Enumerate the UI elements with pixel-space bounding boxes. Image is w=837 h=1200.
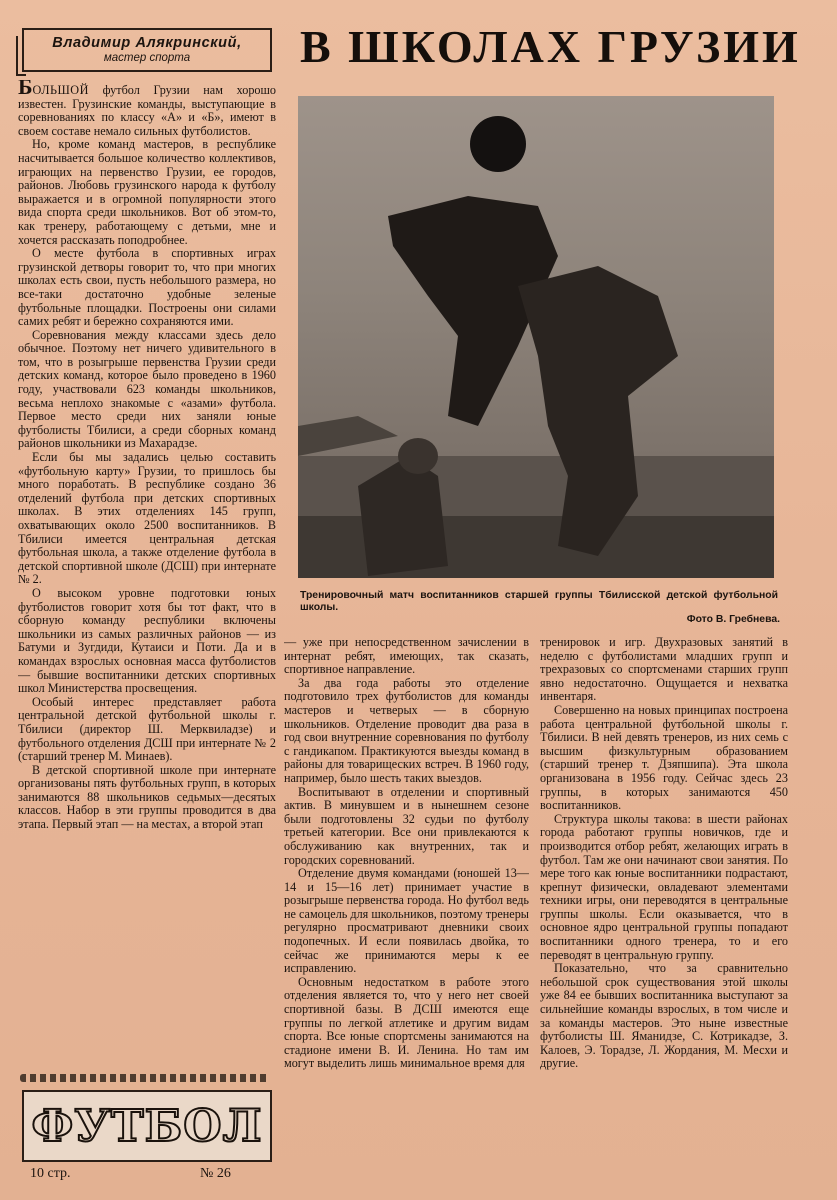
lead-word: ОЛЬШОЙ — [32, 83, 89, 97]
text-column-2 — [284, 636, 529, 1196]
text-column-3 — [540, 636, 788, 1196]
paragraph: Особый интерес представляет работа центральной детской футбольной школы г. Тбилиси (директор Ш. Мерквиладзе) и футбольного отделения ДСШ при интернате № 2 (старший тренер М. Минаев). — [18, 694, 276, 764]
paragraph: тренировок и игр. Двухразовых занятий в неделю с футболистами младших групп и трехразовых со спортсменами старших групп явно недостаточно. Ощущается и нехватка инвентаря. — [540, 636, 788, 704]
paragraph: В детской спортивной школе при интернате организованы пять футбольных групп, в которых занимаются 88 школьников седьмых—десятых классов. Набор в эти группы проводится в два этапа. Первый этап — на местах, а второй этап — [18, 762, 276, 832]
author-byline — [22, 28, 272, 72]
author-role: мастер спорта — [103, 52, 191, 64]
football-photo — [298, 96, 774, 578]
paragraph: О высоком уровне подготовки юных футболистов говорит хотя бы тот факт, что в сборную команду республики включены школьники из самых различных районов — из Батуми и Зугдиди, Кутаиси и Поти. Да и в командах взрослых основная масса футболистов — бывшие воспитанники детских спортивных школ Министерства просвещения. — [18, 585, 276, 696]
ball — [470, 116, 526, 172]
lead-text: футбол Грузии нам хорошо известен. Грузинские команды, выступающие в соревнованиях по классу «А» и «Б», имеют в своем составе немало сильных футболистов. — [18, 83, 276, 138]
paragraph: Воспитывают в отделении и спортивный актив. В минувшем и в нынешнем сезоне были подготовлены 32 судьи по футболу третьей категории. Все они привлекаются к обслуживанию как внутренних, так и городских соревнований. — [284, 784, 529, 867]
issue-number: № 26 — [200, 1166, 231, 1181]
paragraph: Если бы мы задались целью составить «футбольную карту» Грузии, то пришлось бы много поработать. В республике создано 36 отделений футбола при детских спортивных школах. В этих отделениях 145 групп, охватывающих около 2500 воспитанников. В Тбилиси имеется центральная детская футбольная школа, а также отделение футбола в детской спортивной школе (ДСШ) при интернате № 2. — [18, 450, 276, 587]
lead-paragraph — [18, 80, 276, 138]
text-column-1 — [18, 80, 276, 1060]
photo-illustration — [298, 96, 774, 578]
decorative-divider — [20, 1074, 270, 1082]
logo-text: ФУТБОЛ — [31, 1100, 263, 1152]
photo-caption: Тренировочный матч воспитанников старшей группы Тбилисской детской футбольной школы. — [300, 590, 778, 613]
author-name: Владимир Алякринский, — [52, 35, 242, 51]
paragraph: Структура школы такова: в шести районах города работают группы новичков, где и производится отбор ребят, желающих играть в футбол. Там же они начинают свои занятия. По мере того как юные воспитанники подрастают, крепнут физически, овладевают элементами техники игры, они переводятся в центральные группы школы. Если оказывается, что в основное ядро центральной группы попадают воспитанники одного тренера, то и его переводят в центральную группу. — [540, 811, 788, 962]
paragraph: За два года работы это отделение подготовило трех футболистов для команды мастеров и четверых — в сборную школьников. Отделение проводит два раза в год свои внутренние соревнования по футболу с гандикапом. Практикуются выезды команд в районы для товарищеских встреч. В 1960 году, например, было шесть таких выездов. — [284, 675, 529, 785]
paragraph: О месте футбола в спортивных играх грузинской детворы говорит то, что при многих школах есть свои, пусть небольшого размера, но все-таки достаточно удобные зеленые футбольные площадки. Построены они силами самих ребят и бережно сохраняются ими. — [18, 246, 276, 329]
paragraph: Соревнования между классами здесь дело обычное. Поэтому нет ничего удивительного в том, что в розыгрыше первенства Грузии среди детских команд, которое было проведено в 1960 году, участвовали 623 команды школьников, весьма неплохо знакомые с «азами» футбола. Первое место среди них заняли юные футболисты Тбилиси, а среди сборных команд районов школьники из Махарадзе. — [18, 327, 276, 451]
paragraph: Основным недостатком в работе этого отделения является то, что у него нет своей спортивной базы. В ДСШ имеются еще группы по легкой атлетике и другим видам спорта. Все юные спортсмены занимаются на стадионе имени В. И. Ленина. Но там им могут выделить лишь минимальное время для — [284, 974, 529, 1071]
paragraph: — уже при непосредственном зачислении в интернат ребят, имеющих, так сказать, спортивное направление. — [284, 636, 529, 677]
paragraph: Но, кроме команд мастеров, в республике насчитывается большое количество коллективов, играющих на первенство Грузии, ее городов, районов. Любовь грузинского народа к футболу выражается и в огромной популярности этого вида спорта среди школьников. Вот об этом-то, как тренеру, работающему с детьми, мне и хочется рассказать поподробнее. — [18, 137, 276, 247]
article-headline: В ШКОЛАХ ГРУЗИИ — [300, 21, 801, 72]
photo-credit: Фото В. Гребнева. — [686, 614, 780, 625]
paragraph: Отделение двумя командами (юношей 13—14 и 15—16 лет) принимает участие в розыгрыше первенства города. Но футбол ведь не самоцель для школьников, поэтому тренеры регулярно просматривают дневники своих подопечных. И если появилась двойка, то сейчас же принимаются меры к ее исправлению. — [284, 866, 529, 976]
page-number: 10 стр. — [30, 1166, 71, 1181]
lead-initial: Б — [18, 80, 33, 99]
paragraph: Показательно, что за сравнительно небольшой срок существования этой школы уже 84 ее бывших воспитанника выступают за сильнейшие команды взрослых, в том числе и за команды мастеров. Это ныне известные футболисты Ш. Яманидзе, С. Котрикадзе, З. Калоев, Э. Торадзе, Л. Жордания, М. Месхи и другие. — [540, 961, 788, 1071]
magazine-logo — [22, 1090, 272, 1162]
paragraph: Совершенно на новых принципах построена работа центральной футбольной школы г. Тбилиси. В ней девять тренеров, из них семь с высшим физкультурным образованием (старший тренер т. Дзяпшипа). Эта школа организована в 1956 году. Сейчас здесь 23 группы, в которых занимаются 450 воспитанников. — [540, 702, 788, 813]
